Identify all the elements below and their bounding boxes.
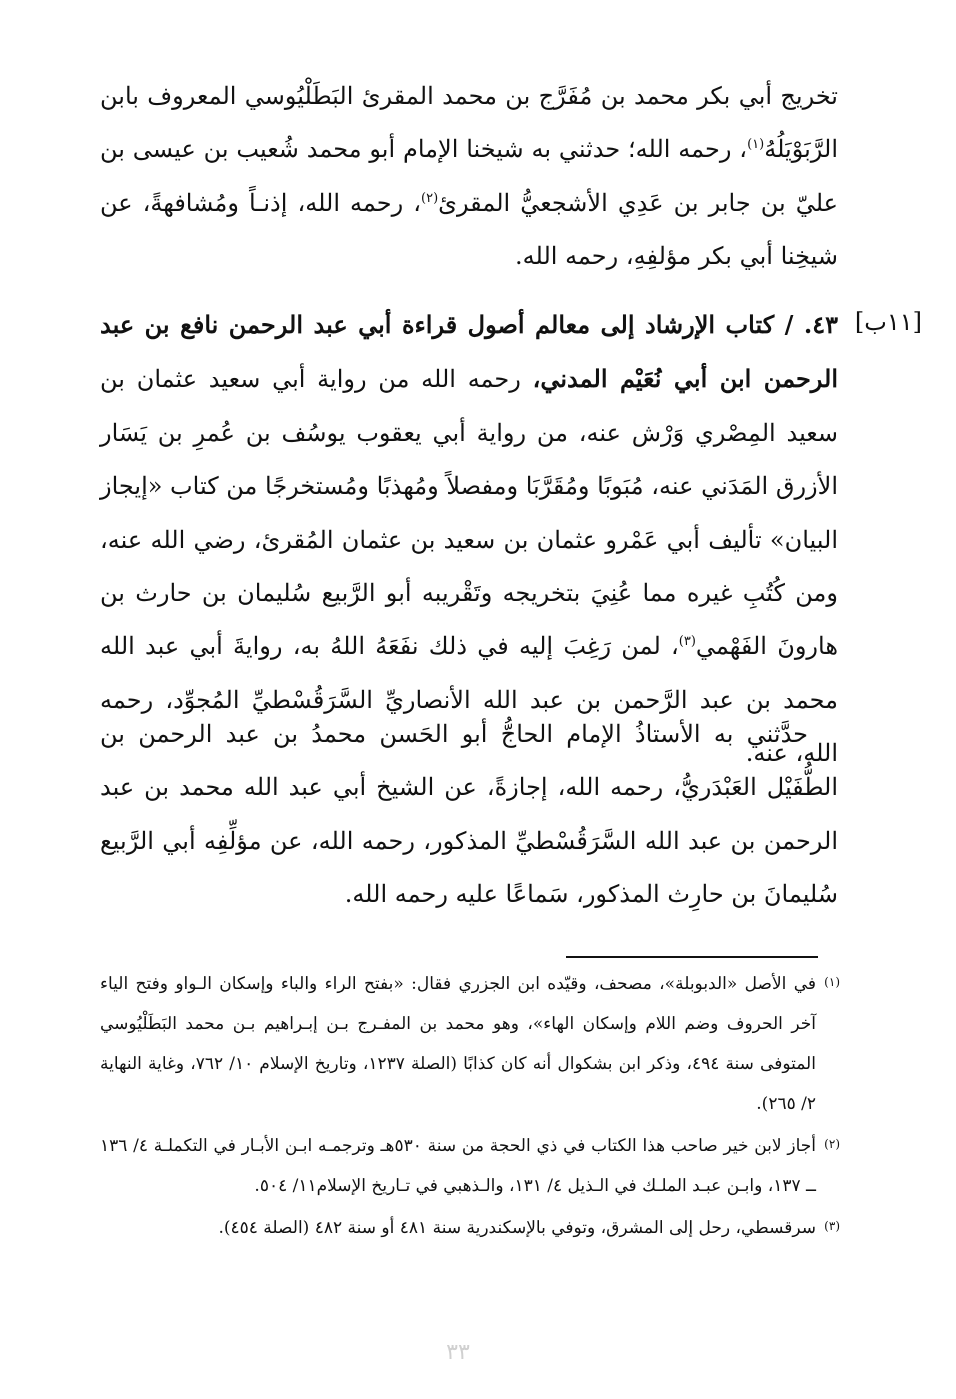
footnote-3 bbox=[100, 1206, 840, 1248]
footnote-3-number: (٣) bbox=[824, 1219, 840, 1233]
footnote-ref-3[interactable]: (٣) bbox=[678, 634, 696, 650]
footnote-ref-2[interactable]: (٢) bbox=[421, 190, 439, 206]
footnote-1-text: في الأصل «الدبوبلة»، مصحف، وقيّده ابن الجزري فقال: «بفتح الراء والباء وإسكان الـواو وفتح الياء آخر الحروف وضم اللام وإسكان الهاء»، وهو محمد بن المفـرج بـن إبـراهيم بـن محمد البَطَلْيُوسي المتوفى سنة ٤٩٤، وذكر ابن بشكوال أنه كان كذابًا (الصلة ١٢٣٧، وتاريخ الإسلام ١٠/ ٧٦٢، وغاية النهاية ٢/ ٢٦٥). bbox=[100, 974, 816, 1114]
paragraph-1 bbox=[100, 70, 838, 284]
paragraph-2-text-b: ، لمن رَغِبَ إليه في ذلك نفَعَهُ اللهُ به، روايةَ أبي عبد الله محمد بن عبد الرَّحمن بن عبد الله الأنصاريِّ السَّرَقُسْطيِّ المُجوِّد، رحمه الله، عنه. bbox=[100, 632, 838, 768]
footnote-ref-1[interactable]: (١) bbox=[747, 137, 765, 153]
footnote-divider bbox=[566, 956, 818, 958]
entry-heading: ٤٣. / كتاب الإرشاد إلى معالم أصول قراءة أبي عبد الرحمن نافع بن عبد الرحمن ابن أبي نُعَيْم المدني، bbox=[100, 310, 839, 394]
footnotes-section bbox=[100, 962, 840, 1248]
folio-margin-marker: [١١ب] bbox=[854, 308, 922, 336]
paragraph-1-text-a: تخريج أبي بكر محمد بن مُفَرَّج بن محمد المقرئ البَطَلْيُوسي المعروف بابن الرَّبَوْيَلُهُ bbox=[100, 82, 838, 164]
paragraph-1-text-b: ، رحمه الله؛ حدثني به شيخنا الإمام أبو محمد شُعيب بن عيسى بن عليّ بن جابر بن عَدِي الأشجعيُّ المقرئ bbox=[100, 135, 838, 217]
paragraph-3-text: حدَّثني به الأستاذُ الإمام الحاجُّ أبو الحَسن محمدُ بن عبد الرحمن بن الطُّفَيْل العَبْدَريُّ، رحمه الله، إجازةً، عن الشيخ أبي عبد الله محمد بن عبد الرحمن بن عبد الله السَّرَقُسْطيِّ المذكور، رحمه الله، عن مؤلِّفِه أبي الرَّبيع سُليمانَ بن حارِث المذكور، سَماعًا عليه رحمه الله. bbox=[100, 720, 839, 909]
footnote-2-text: أجاز لابن خير صاحب هذا الكتاب في ذي الحجة من سنة ٥٣٠هـ وترجمـه ابـن الأبـار في التكملـة ٤/ ١٣٦ ــ ١٣٧، وابـن عبـد الملـك في الـذيل ٤/ ١٣١، والـذهبي في تـاريخ الإسلام١١/ ٥٠٤. bbox=[100, 1136, 816, 1196]
footnote-3-text: سرقسطي، رحل إلى المشرق، وتوفي بالإسكندرية سنة ٤٨١ أو سنة ٤٨٢ (الصلة ٤٥٤). bbox=[218, 1218, 816, 1238]
paragraph-3 bbox=[100, 708, 838, 922]
paragraph-1-text-c: ، رحمه الله، إذنـاً ومُشافهةً، عن شيخِنا أبي بكر مؤلفِهِ، رحمه الله. bbox=[100, 188, 838, 271]
footnote-1 bbox=[100, 962, 840, 1124]
page-number: ٣٣ bbox=[446, 1340, 470, 1365]
paragraph-2-text-a: رحمه الله من رواية أبي سعيد عثمان بن سعيد المِصْري وَرْش عنه، من رواية أبي يعقوب يوسُف بن عُمرِ بن يَسَار الأزرق المَدَني عنه، مُبَوبًا ومُقَرَّبَا ومفصلاً ومُهذبًا ومُستخرجًا من كتاب «إيجاز البيان» تأليف أبي عَمْرو عثمان بن سعيد بن عثمان المُقرئ، رضي الله عنه، ومن كُتُبِ غيره مما عُنِيَ بتخريجه وتَقْريبه أبو الرَّبيع سُليمان بن حارث بن هارونَ الفَهْمي bbox=[100, 365, 838, 661]
footnote-2 bbox=[100, 1124, 840, 1206]
footnote-1-number: (١) bbox=[824, 975, 840, 989]
footnote-2-number: (٢) bbox=[824, 1137, 840, 1151]
